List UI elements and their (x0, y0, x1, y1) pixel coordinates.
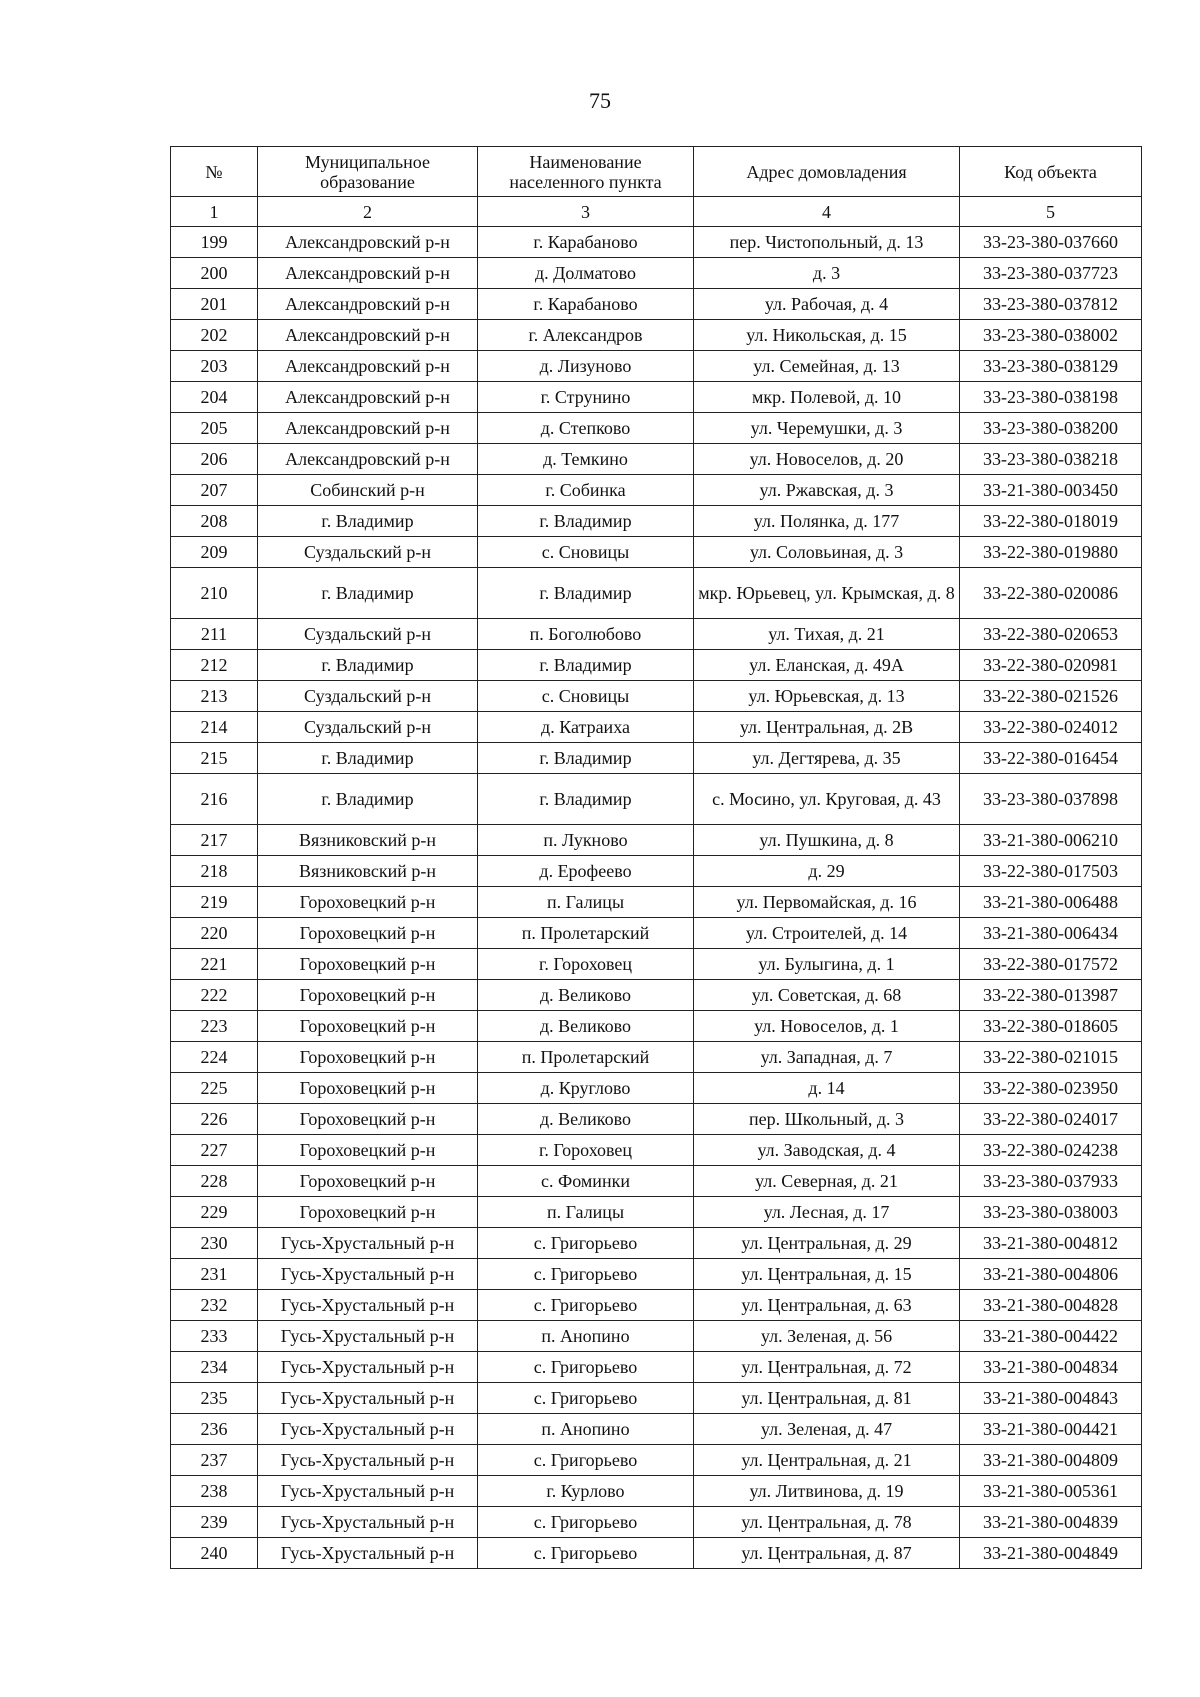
cell-number: 219 (171, 887, 258, 918)
cell-settlement: п. Галицы (478, 887, 694, 918)
header-address: Адрес домовладения (694, 147, 960, 197)
table-row (171, 1290, 1142, 1321)
cell-object-code: 33-23-380-037898 (960, 774, 1142, 825)
header-municipality: Муниципальное образование (258, 147, 478, 197)
column-number: 1 (171, 197, 258, 227)
cell-municipality: Гороховецкий р-н (258, 1197, 478, 1228)
cell-settlement: д. Ерофеево (478, 856, 694, 887)
cell-settlement: п. Анопино (478, 1321, 694, 1352)
table-row (171, 351, 1142, 382)
cell-number: 213 (171, 681, 258, 712)
table-row (171, 1011, 1142, 1042)
cell-object-code: 33-21-380-004834 (960, 1352, 1142, 1383)
table-row (171, 1166, 1142, 1197)
cell-municipality: Суздальский р-н (258, 712, 478, 743)
cell-address: ул. Полянка, д. 177 (694, 506, 960, 537)
cell-settlement: д. Лизуново (478, 351, 694, 382)
cell-municipality: Гусь-Хрустальный р-н (258, 1414, 478, 1445)
cell-settlement: п. Пролетарский (478, 1042, 694, 1073)
cell-address: д. 3 (694, 258, 960, 289)
cell-address: ул. Рабочая, д. 4 (694, 289, 960, 320)
cell-address: ул. Зеленая, д. 47 (694, 1414, 960, 1445)
cell-object-code: 33-22-380-024012 (960, 712, 1142, 743)
cell-object-code: 33-23-380-038218 (960, 444, 1142, 475)
table-row (171, 568, 1142, 619)
cell-settlement: д. Великово (478, 1011, 694, 1042)
cell-address: ул. Новоселов, д. 20 (694, 444, 960, 475)
cell-address: пер. Школьный, д. 3 (694, 1104, 960, 1135)
cell-municipality: Суздальский р-н (258, 619, 478, 650)
cell-number: 239 (171, 1507, 258, 1538)
cell-number: 215 (171, 743, 258, 774)
header-settlement: Наименование населенного пункта (478, 147, 694, 197)
table-row (171, 382, 1142, 413)
cell-settlement: г. Владимир (478, 650, 694, 681)
cell-address: ул. Соловьиная, д. 3 (694, 537, 960, 568)
cell-number: 214 (171, 712, 258, 743)
cell-number: 205 (171, 413, 258, 444)
cell-municipality: Гороховецкий р-н (258, 1166, 478, 1197)
cell-number: 225 (171, 1073, 258, 1104)
cell-address: д. 14 (694, 1073, 960, 1104)
cell-municipality: Гусь-Хрустальный р-н (258, 1476, 478, 1507)
cell-object-code: 33-21-380-004839 (960, 1507, 1142, 1538)
table-row (171, 1073, 1142, 1104)
cell-address: ул. Западная, д. 7 (694, 1042, 960, 1073)
cell-number: 216 (171, 774, 258, 825)
cell-object-code: 33-23-380-038003 (960, 1197, 1142, 1228)
cell-number: 212 (171, 650, 258, 681)
table-row (171, 444, 1142, 475)
cell-municipality: Гусь-Хрустальный р-н (258, 1352, 478, 1383)
cell-settlement: г. Курлово (478, 1476, 694, 1507)
cell-municipality: Гороховецкий р-н (258, 1073, 478, 1104)
table-row (171, 258, 1142, 289)
cell-object-code: 33-21-380-004809 (960, 1445, 1142, 1476)
cell-municipality: Александровский р-н (258, 413, 478, 444)
cell-settlement: г. Гороховец (478, 949, 694, 980)
cell-object-code: 33-21-380-004806 (960, 1259, 1142, 1290)
cell-settlement: с. Григорьево (478, 1507, 694, 1538)
cell-number: 233 (171, 1321, 258, 1352)
cell-municipality: Собинский р-н (258, 475, 478, 506)
cell-municipality: Александровский р-н (258, 227, 478, 258)
cell-address: ул. Ржавская, д. 3 (694, 475, 960, 506)
cell-settlement: с. Григорьево (478, 1538, 694, 1569)
cell-settlement: с. Григорьево (478, 1290, 694, 1321)
cell-settlement: д. Темкино (478, 444, 694, 475)
cell-object-code: 33-22-380-021526 (960, 681, 1142, 712)
column-number: 4 (694, 197, 960, 227)
cell-settlement: с. Григорьево (478, 1445, 694, 1476)
cell-address: ул. Строителей, д. 14 (694, 918, 960, 949)
cell-object-code: 33-22-380-016454 (960, 743, 1142, 774)
cell-address: ул. Первомайская, д. 16 (694, 887, 960, 918)
header-row (171, 147, 1142, 197)
table-row (171, 1135, 1142, 1166)
objects-table (170, 146, 1142, 1569)
cell-address: ул. Еланская, д. 49А (694, 650, 960, 681)
cell-object-code: 33-22-380-020086 (960, 568, 1142, 619)
cell-number: 234 (171, 1352, 258, 1383)
cell-number: 224 (171, 1042, 258, 1073)
cell-settlement: с. Фоминки (478, 1166, 694, 1197)
cell-object-code: 33-21-380-004812 (960, 1228, 1142, 1259)
cell-object-code: 33-22-380-024238 (960, 1135, 1142, 1166)
column-number: 5 (960, 197, 1142, 227)
table-row (171, 825, 1142, 856)
cell-number: 238 (171, 1476, 258, 1507)
cell-object-code: 33-22-380-017572 (960, 949, 1142, 980)
table-row (171, 320, 1142, 351)
cell-object-code: 33-22-380-019880 (960, 537, 1142, 568)
cell-municipality: Гороховецкий р-н (258, 918, 478, 949)
table-row (171, 1228, 1142, 1259)
cell-object-code: 33-23-380-038198 (960, 382, 1142, 413)
cell-municipality: Гороховецкий р-н (258, 1104, 478, 1135)
cell-settlement: г. Струнино (478, 382, 694, 413)
cell-settlement: с. Григорьево (478, 1352, 694, 1383)
cell-address: д. 29 (694, 856, 960, 887)
table-row (171, 619, 1142, 650)
table-row (171, 537, 1142, 568)
cell-settlement: с. Григорьево (478, 1259, 694, 1290)
cell-municipality: г. Владимир (258, 650, 478, 681)
cell-number: 229 (171, 1197, 258, 1228)
cell-object-code: 33-23-380-037723 (960, 258, 1142, 289)
cell-number: 204 (171, 382, 258, 413)
cell-municipality: г. Владимир (258, 506, 478, 537)
cell-municipality: Александровский р-н (258, 382, 478, 413)
cell-address: ул. Центральная, д. 81 (694, 1383, 960, 1414)
column-numbers-row (171, 197, 1142, 227)
table-row (171, 887, 1142, 918)
cell-number: 210 (171, 568, 258, 619)
cell-address: ул. Черемушки, д. 3 (694, 413, 960, 444)
cell-number: 203 (171, 351, 258, 382)
cell-object-code: 33-23-380-038002 (960, 320, 1142, 351)
cell-municipality: Гороховецкий р-н (258, 980, 478, 1011)
cell-object-code: 33-21-380-004843 (960, 1383, 1142, 1414)
cell-object-code: 33-21-380-004422 (960, 1321, 1142, 1352)
table-row (171, 1352, 1142, 1383)
table-row (171, 1476, 1142, 1507)
cell-object-code: 33-21-380-004849 (960, 1538, 1142, 1569)
cell-address: ул. Юрьевская, д. 13 (694, 681, 960, 712)
cell-municipality: Гороховецкий р-н (258, 1042, 478, 1073)
header-object-code: Код объекта (960, 147, 1142, 197)
cell-municipality: г. Владимир (258, 743, 478, 774)
table-row (171, 1042, 1142, 1073)
cell-settlement: г. Карабаново (478, 227, 694, 258)
cell-settlement: д. Великово (478, 1104, 694, 1135)
cell-number: 221 (171, 949, 258, 980)
cell-address: ул. Новоселов, д. 1 (694, 1011, 960, 1042)
cell-address: ул. Центральная, д. 2В (694, 712, 960, 743)
cell-number: 207 (171, 475, 258, 506)
cell-municipality: Гусь-Хрустальный р-н (258, 1321, 478, 1352)
column-number: 3 (478, 197, 694, 227)
table-row (171, 1538, 1142, 1569)
cell-address: ул. Дегтярева, д. 35 (694, 743, 960, 774)
cell-address: ул. Никольская, д. 15 (694, 320, 960, 351)
cell-municipality: Гороховецкий р-н (258, 1011, 478, 1042)
cell-address: мкр. Юрьевец, ул. Крымская, д. 8 (694, 568, 960, 619)
table-row (171, 289, 1142, 320)
cell-municipality: Александровский р-н (258, 258, 478, 289)
cell-settlement: г. Александров (478, 320, 694, 351)
cell-settlement: г. Владимир (478, 506, 694, 537)
cell-number: 222 (171, 980, 258, 1011)
cell-number: 218 (171, 856, 258, 887)
cell-address: ул. Центральная, д. 72 (694, 1352, 960, 1383)
table-row (171, 1507, 1142, 1538)
table-header (171, 147, 1142, 227)
cell-address: ул. Зеленая, д. 56 (694, 1321, 960, 1352)
cell-address: ул. Семейная, д. 13 (694, 351, 960, 382)
cell-number: 236 (171, 1414, 258, 1445)
column-number: 2 (258, 197, 478, 227)
cell-object-code: 33-21-380-004828 (960, 1290, 1142, 1321)
table-row (171, 774, 1142, 825)
cell-settlement: с. Сновицы (478, 681, 694, 712)
table-row (171, 918, 1142, 949)
table-row (171, 475, 1142, 506)
cell-object-code: 33-22-380-024017 (960, 1104, 1142, 1135)
cell-number: 202 (171, 320, 258, 351)
table-row (171, 1445, 1142, 1476)
cell-settlement: с. Сновицы (478, 537, 694, 568)
cell-number: 217 (171, 825, 258, 856)
cell-municipality: Гороховецкий р-н (258, 949, 478, 980)
table-row (171, 743, 1142, 774)
cell-address: пер. Чистопольный, д. 13 (694, 227, 960, 258)
table-row (171, 1414, 1142, 1445)
cell-number: 223 (171, 1011, 258, 1042)
cell-number: 201 (171, 289, 258, 320)
cell-object-code: 33-21-380-006210 (960, 825, 1142, 856)
cell-number: 235 (171, 1383, 258, 1414)
cell-settlement: д. Великово (478, 980, 694, 1011)
cell-address: ул. Булыгина, д. 1 (694, 949, 960, 980)
table-row (171, 949, 1142, 980)
cell-settlement: п. Лукново (478, 825, 694, 856)
cell-address: с. Мосино, ул. Круговая, д. 43 (694, 774, 960, 825)
cell-municipality: Гороховецкий р-н (258, 1135, 478, 1166)
cell-number: 237 (171, 1445, 258, 1476)
cell-object-code: 33-22-380-017503 (960, 856, 1142, 887)
cell-municipality: Вязниковский р-н (258, 825, 478, 856)
cell-address: мкр. Полевой, д. 10 (694, 382, 960, 413)
cell-municipality: Гусь-Хрустальный р-н (258, 1538, 478, 1569)
cell-address: ул. Лесная, д. 17 (694, 1197, 960, 1228)
cell-municipality: Александровский р-н (258, 351, 478, 382)
cell-address: ул. Пушкина, д. 8 (694, 825, 960, 856)
cell-municipality: Гусь-Хрустальный р-н (258, 1507, 478, 1538)
cell-settlement: г. Владимир (478, 743, 694, 774)
cell-municipality: г. Владимир (258, 568, 478, 619)
cell-object-code: 33-22-380-018019 (960, 506, 1142, 537)
cell-settlement: с. Григорьево (478, 1228, 694, 1259)
table-row (171, 1259, 1142, 1290)
cell-address: ул. Центральная, д. 87 (694, 1538, 960, 1569)
cell-municipality: Вязниковский р-н (258, 856, 478, 887)
cell-object-code: 33-22-380-021015 (960, 1042, 1142, 1073)
table-row (171, 1197, 1142, 1228)
cell-address: ул. Литвинова, д. 19 (694, 1476, 960, 1507)
cell-object-code: 33-21-380-006488 (960, 887, 1142, 918)
cell-number: 199 (171, 227, 258, 258)
cell-object-code: 33-22-380-018605 (960, 1011, 1142, 1042)
cell-municipality: Суздальский р-н (258, 681, 478, 712)
cell-address: ул. Центральная, д. 63 (694, 1290, 960, 1321)
cell-object-code: 33-23-380-038129 (960, 351, 1142, 382)
table-row (171, 227, 1142, 258)
cell-settlement: п. Пролетарский (478, 918, 694, 949)
cell-address: ул. Заводская, д. 4 (694, 1135, 960, 1166)
table-body (171, 227, 1142, 1569)
cell-settlement: г. Гороховец (478, 1135, 694, 1166)
cell-number: 230 (171, 1228, 258, 1259)
cell-object-code: 33-22-380-023950 (960, 1073, 1142, 1104)
cell-address: ул. Центральная, д. 15 (694, 1259, 960, 1290)
cell-municipality: Гусь-Хрустальный р-н (258, 1383, 478, 1414)
cell-address: ул. Советская, д. 68 (694, 980, 960, 1011)
cell-object-code: 33-21-380-006434 (960, 918, 1142, 949)
cell-object-code: 33-22-380-020981 (960, 650, 1142, 681)
cell-address: ул. Центральная, д. 78 (694, 1507, 960, 1538)
cell-number: 208 (171, 506, 258, 537)
cell-settlement: г. Владимир (478, 568, 694, 619)
header-number: № (171, 147, 258, 197)
cell-settlement: г. Карабаново (478, 289, 694, 320)
cell-object-code: 33-23-380-037812 (960, 289, 1142, 320)
cell-object-code: 33-23-380-037660 (960, 227, 1142, 258)
cell-object-code: 33-23-380-038200 (960, 413, 1142, 444)
cell-object-code: 33-22-380-013987 (960, 980, 1142, 1011)
cell-settlement: г. Собинка (478, 475, 694, 506)
cell-settlement: д. Катраиха (478, 712, 694, 743)
cell-object-code: 33-23-380-037933 (960, 1166, 1142, 1197)
table-row (171, 1383, 1142, 1414)
cell-municipality: Гороховецкий р-н (258, 887, 478, 918)
table-row (171, 856, 1142, 887)
cell-number: 232 (171, 1290, 258, 1321)
cell-object-code: 33-21-380-004421 (960, 1414, 1142, 1445)
cell-municipality: Александровский р-н (258, 444, 478, 475)
cell-address: ул. Центральная, д. 29 (694, 1228, 960, 1259)
cell-settlement: д. Круглово (478, 1073, 694, 1104)
cell-number: 231 (171, 1259, 258, 1290)
table-row (171, 506, 1142, 537)
cell-number: 200 (171, 258, 258, 289)
cell-settlement: п. Боголюбово (478, 619, 694, 650)
table-row (171, 980, 1142, 1011)
cell-number: 240 (171, 1538, 258, 1569)
cell-object-code: 33-21-380-003450 (960, 475, 1142, 506)
table-row (171, 413, 1142, 444)
page-number: 75 (589, 88, 611, 113)
table-row (171, 681, 1142, 712)
cell-number: 206 (171, 444, 258, 475)
cell-settlement: г. Владимир (478, 774, 694, 825)
cell-municipality: г. Владимир (258, 774, 478, 825)
table-row (171, 1104, 1142, 1135)
table-row (171, 1321, 1142, 1352)
cell-address: ул. Центральная, д. 21 (694, 1445, 960, 1476)
cell-object-code: 33-21-380-005361 (960, 1476, 1142, 1507)
table-row (171, 712, 1142, 743)
cell-address: ул. Северная, д. 21 (694, 1166, 960, 1197)
cell-municipality: Гусь-Хрустальный р-н (258, 1445, 478, 1476)
cell-settlement: п. Анопино (478, 1414, 694, 1445)
table-row (171, 650, 1142, 681)
cell-settlement: д. Долматово (478, 258, 694, 289)
cell-municipality: Суздальский р-н (258, 537, 478, 568)
cell-settlement: с. Григорьево (478, 1383, 694, 1414)
cell-settlement: п. Галицы (478, 1197, 694, 1228)
cell-municipality: Гусь-Хрустальный р-н (258, 1259, 478, 1290)
cell-number: 220 (171, 918, 258, 949)
cell-municipality: Александровский р-н (258, 320, 478, 351)
cell-municipality: Александровский р-н (258, 289, 478, 320)
cell-number: 226 (171, 1104, 258, 1135)
cell-number: 211 (171, 619, 258, 650)
cell-municipality: Гусь-Хрустальный р-н (258, 1228, 478, 1259)
cell-address: ул. Тихая, д. 21 (694, 619, 960, 650)
cell-settlement: д. Степково (478, 413, 694, 444)
cell-number: 227 (171, 1135, 258, 1166)
cell-object-code: 33-22-380-020653 (960, 619, 1142, 650)
cell-number: 228 (171, 1166, 258, 1197)
cell-municipality: Гусь-Хрустальный р-н (258, 1290, 478, 1321)
cell-number: 209 (171, 537, 258, 568)
